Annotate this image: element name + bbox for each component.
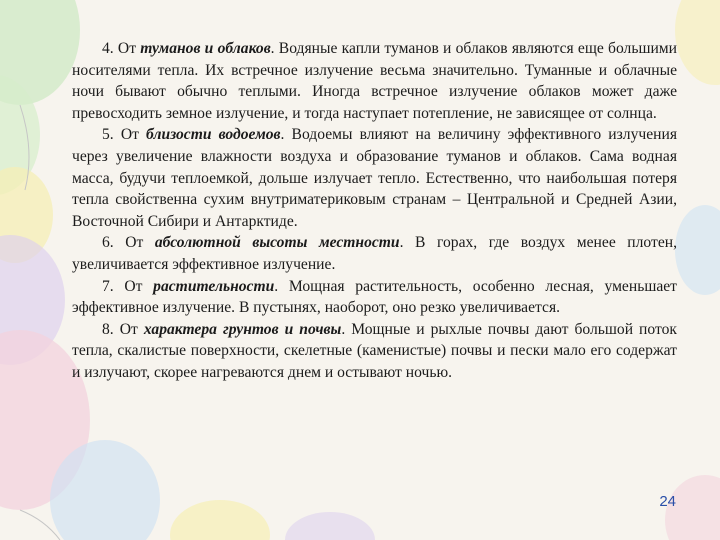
paragraph-5-prefix: 5. От bbox=[102, 126, 147, 144]
paragraph-7-prefix: 7. От bbox=[102, 277, 154, 295]
paragraph-7 bbox=[72, 276, 677, 319]
paragraph-5-emphasis: близости водоемов bbox=[146, 126, 281, 144]
paragraph-6-prefix: 6. От bbox=[102, 234, 155, 252]
paragraph-8 bbox=[72, 319, 677, 384]
paragraph-5 bbox=[72, 124, 677, 232]
page-number: 24 bbox=[659, 493, 676, 510]
paragraph-6-body: . В горах, где воздух менее плотен, увеличивается эффективное излучение. bbox=[72, 234, 677, 273]
main-text bbox=[72, 38, 677, 384]
paragraph-7-body: . Мощная растительность, особенно лесная, уменьшает эффективное излучение. В пустынях, наоборот, оно резко увеличивается. bbox=[72, 277, 677, 317]
paragraph-4-prefix: 4. От bbox=[102, 40, 141, 57]
paragraph-7-emphasis: растительности bbox=[153, 277, 275, 295]
paragraph-4-emphasis: туманов и облаков bbox=[140, 40, 271, 57]
balloon-yellow-right bbox=[675, 0, 720, 85]
paragraph-6 bbox=[72, 232, 677, 275]
balloon-purple-bottom bbox=[285, 512, 375, 540]
paragraph-8-prefix: 8. От bbox=[102, 320, 144, 338]
paragraph-5-body: . Водоемы влияют на величину эффективного излучения через увеличение влажности воздуха и образование туманов и облаков. Сама водная масса, будучи теплоемкой, дольше излучает тепло. Естественно, что наибольшая потеря тепла свойственна сухим внутриматериковым странам – Центральной и Средней Азии, Восточной Сибири и Антарктиде. bbox=[72, 126, 677, 230]
paragraph-4-body: . Водяные капли туманов и облаков являются еще большими носителями тепла. Их встречное излучение весьма значительно. Туманные и облачные ночи бывают обычно теплыми. Иногда встречное излучение облаков может даже превосходить земное излучение, и тогда наступает потепление, не зависящее от солнца. bbox=[72, 40, 678, 122]
paragraph-6-emphasis: абсолютной высоты местности bbox=[154, 234, 400, 252]
balloon-blue-right bbox=[675, 205, 720, 295]
paragraph-8-emphasis: характера грунтов и почвы bbox=[143, 320, 342, 338]
paragraph-8-body: . Мощные и рыхлые почвы дают большой поток тепла, скалистые поверхности, скелетные (каменистые) почвы и пески мало его содержат и излучают, скорее нагреваются днем и остывают ночью. bbox=[72, 320, 677, 381]
balloon-yellow-bottom bbox=[170, 500, 270, 540]
paragraph-4 bbox=[72, 38, 677, 124]
